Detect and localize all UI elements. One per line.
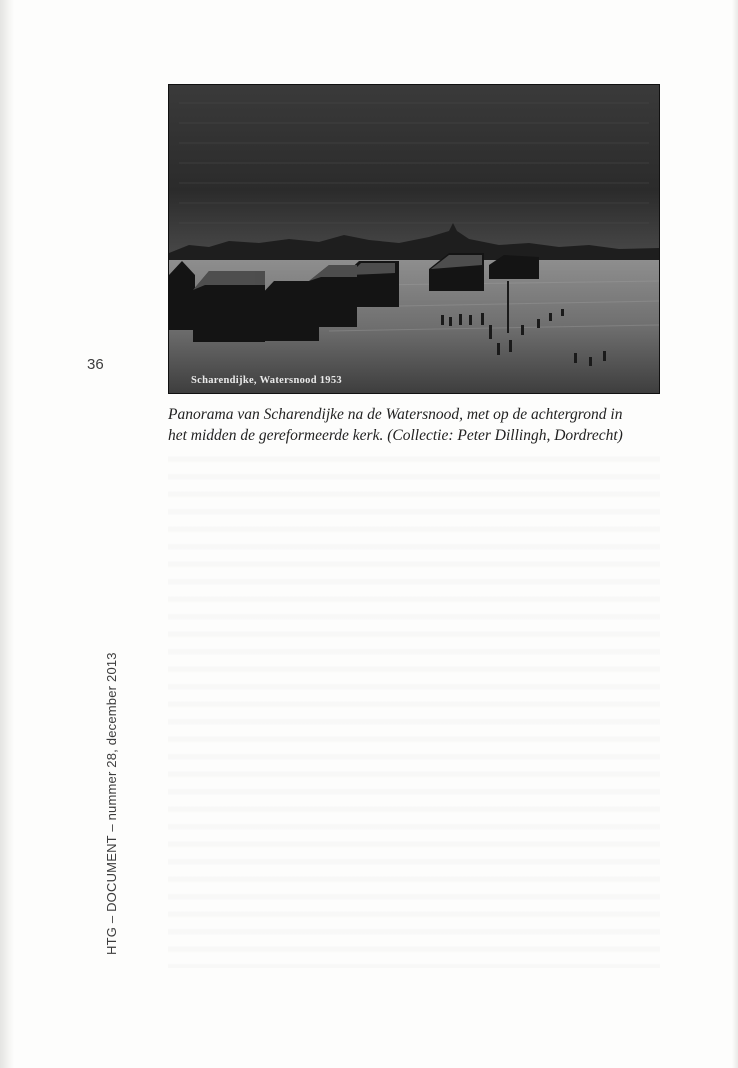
photo-label: Scharendijke, Watersnood 1953 [191, 375, 342, 386]
show-through-text [168, 448, 660, 968]
page-number: 36 [87, 356, 104, 373]
caption-line-2: het midden de gereformeerde kerk. (Collectie: Peter Dillingh, Dordrecht) [168, 427, 623, 444]
flood-photo [168, 84, 660, 394]
caption-line-1: Panorama van Scharendijke na de Watersnood, met op de achtergrond in [168, 406, 623, 423]
running-head: HTG – DOCUMENT – nummer 28, december 2013 [104, 652, 119, 955]
figure-caption [168, 404, 660, 446]
binding-shadow [0, 0, 14, 1068]
flood-photo-image [169, 85, 659, 393]
page-edge [732, 0, 738, 1068]
